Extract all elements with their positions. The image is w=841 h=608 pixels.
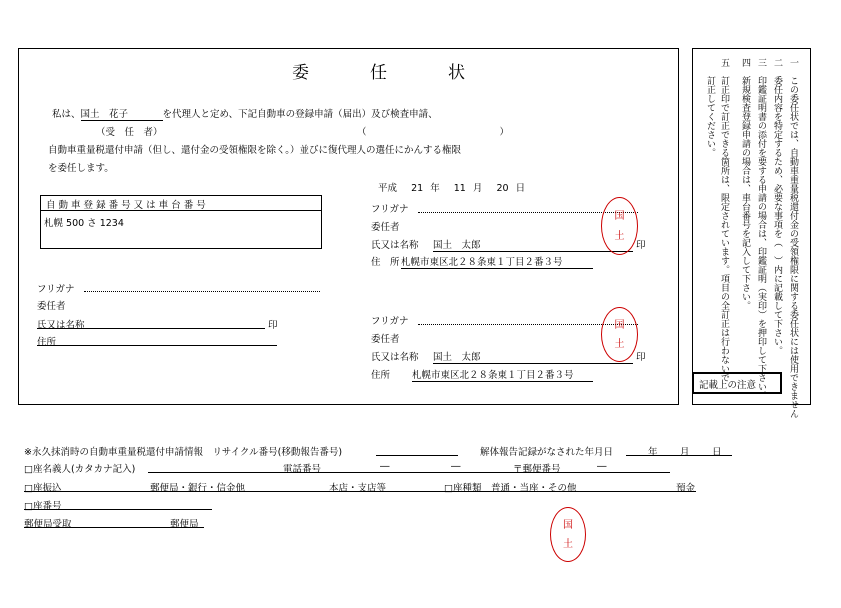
holder-field[interactable]: [148, 472, 670, 473]
branch-label: 本店・支店等: [329, 483, 387, 494]
p2-name-label: 氏又は名称: [371, 352, 419, 363]
page-title: 委 任 状: [292, 63, 487, 83]
p1-seal-mark: 印: [636, 240, 646, 251]
date-line: 平成 21 年 11 月 20 日: [378, 183, 526, 194]
note-item-4: 四 新規検査登録申請の場合は、車台番号を記入して下さい。: [740, 58, 750, 310]
a-name-label: 氏又は名称: [37, 320, 85, 331]
a-furigana-field[interactable]: [84, 291, 320, 292]
phone-dash-1: ―: [380, 461, 390, 472]
dismantle-year: 年: [648, 447, 658, 458]
agent-name[interactable]: 国土 花子: [81, 106, 163, 121]
note-item-3: 三 印鑑証明書の添付を要する申請の場合は、印鑑証明（実印）を押印して下さい。: [756, 58, 766, 400]
date-year[interactable]: 21: [411, 183, 424, 194]
p2-seal-mark: 印: [636, 352, 646, 363]
a-address-field[interactable]: [37, 345, 277, 346]
note-item-1: 一 この委任状では、自動車重量税還付金の受領権限に関する委任状には使用できません: [788, 58, 798, 418]
recycle-field[interactable]: [376, 455, 458, 456]
note-item-6: 訂正してください。: [705, 58, 715, 157]
dismantle-label: 解体報告記録がなされた年月日: [480, 447, 614, 458]
recycle-label: ※永久抹消時の自動車重量税還付申請情報 リサイクル番号(移動報告番号): [24, 447, 343, 458]
p1-address[interactable]: 札幌市東区北２８条東１丁目２番３号: [401, 254, 593, 269]
vehicle-header: 自 動 車 登 録 番 号 又 は 車 台 番 号: [46, 200, 206, 211]
date-month[interactable]: 11: [453, 183, 466, 194]
p1-name-label: 氏又は名称: [371, 240, 419, 251]
banks-label: 郵便局・銀行・信金他: [150, 483, 246, 494]
intro-line2: 自動車重量税還付申請（但し、還付金の受領権限を除く。）並びに復代理人の選任にかんする権限: [48, 145, 462, 156]
p2-role: 委任者: [371, 334, 400, 345]
transfer-label: □座振込: [24, 483, 62, 494]
post-office-label: 郵便局: [170, 519, 199, 530]
p1-address-label: 住 所: [371, 257, 400, 268]
intro-line1: 私は、国土 花子 を代理人と定め、下記自動車の登録申請（届出）及び検査申請、: [52, 106, 438, 121]
seal-stamp-2: 国 土: [601, 307, 638, 362]
p2-address-label: 住所: [371, 370, 391, 381]
note-item-2: 二 委任内容を特定するため、必要な事項を（ ）内に記載して下さい。: [772, 58, 782, 355]
post-recv-label: 郵便局受取: [24, 519, 72, 530]
p2-address[interactable]: 札幌市東区北２８条東１丁目２番３号: [412, 367, 593, 382]
seal-stamp-1: 国 土: [601, 197, 638, 255]
dismantle-month: 月: [680, 447, 690, 458]
postal-label: 〒郵便番号: [513, 464, 561, 475]
acct-no-field[interactable]: [24, 509, 212, 510]
acct-no-label: □座番号: [24, 501, 62, 512]
p2-name[interactable]: 国土 太郎: [433, 349, 633, 364]
phone-dash-2: ―: [451, 461, 461, 472]
postal-dash: ―: [597, 461, 607, 472]
scope-paren: （ ）: [357, 127, 510, 138]
deposit-label: 預金: [676, 483, 696, 494]
holder-label: □座名義人(カタカナ記入): [24, 464, 136, 475]
note-item-5: 五 訂正印で訂正できる箇所は、限定されています。項目の全訂正は行わないで: [719, 58, 729, 382]
p1-role: 委任者: [371, 222, 400, 233]
a-name-field[interactable]: [37, 328, 265, 329]
vehicle-number[interactable]: 札幌 500 さ 1234: [44, 218, 124, 229]
seal-stamp-3: 国 土: [550, 507, 586, 562]
a-furigana-label: フリガナ: [37, 284, 75, 295]
a-seal-mark: 印: [268, 320, 278, 331]
p1-furigana-label: フリガナ: [371, 204, 409, 215]
a-address-label: 住所: [37, 337, 57, 348]
notes-title: 記載上の注意: [699, 380, 757, 391]
date-day[interactable]: 20: [496, 183, 509, 194]
agent-label: （受 任 者）: [96, 127, 163, 138]
phone-label: 電話番号: [283, 464, 322, 475]
dismantle-day: 日: [712, 447, 722, 458]
a-role: 委任者: [37, 301, 66, 312]
intro-line3: を委任します。: [48, 163, 114, 174]
p2-furigana-label: フリガナ: [371, 316, 409, 327]
acct-type-label: □座種類 普通・当座・その他: [444, 483, 577, 494]
p1-name[interactable]: 国土 太郎: [433, 237, 633, 252]
